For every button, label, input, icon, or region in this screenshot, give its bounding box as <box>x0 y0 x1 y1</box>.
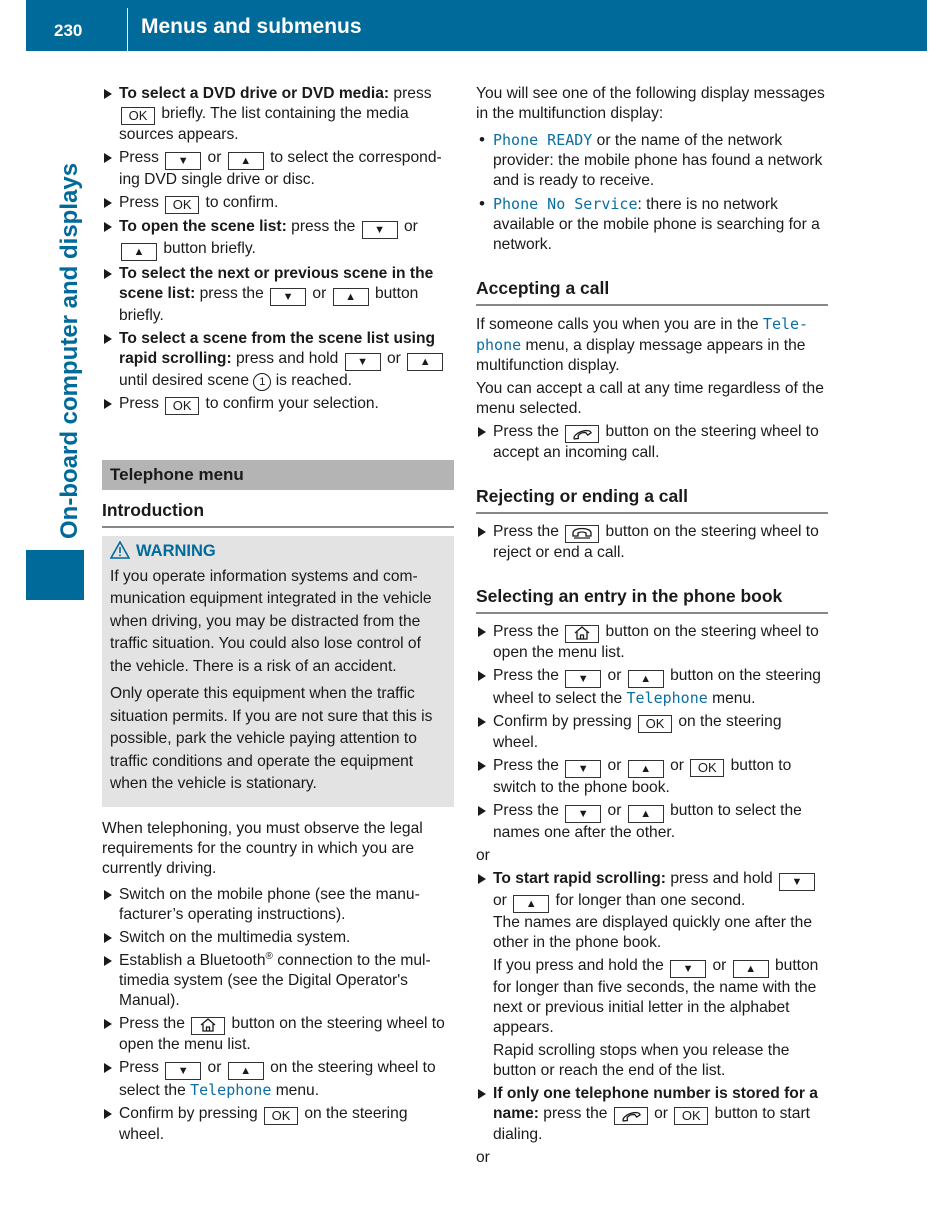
step-confirm-ok: Confirm by pressing OK on the steering wheel. <box>476 712 828 753</box>
ok-key: OK <box>690 759 724 777</box>
accept-text-1: If someone calls you when you are in the Telephone menu, a display message appears in the multifunction display. <box>476 315 809 374</box>
warning-box <box>102 536 454 807</box>
phone-accept-key <box>565 425 599 443</box>
display-text-phone-ready: Phone READY <box>493 131 593 149</box>
step-accept-call: Press the button on the steering wheel to accept an incoming call. <box>476 422 828 463</box>
down-arrow-key: ▼ <box>565 670 601 688</box>
down-arrow-key: ▼ <box>270 288 306 306</box>
step-confirm: Press OK to confirm. <box>102 193 454 214</box>
warning-triangle-icon <box>110 541 130 559</box>
up-arrow-key: ▲ <box>628 805 664 823</box>
warning-text-1: If you operate information systems and communication equipment integrated in the vehicle when driving, you may be distracted from the traffic situation. You could also lose control of the vehicle. There is a risk of an accident. <box>110 567 432 675</box>
down-arrow-key: ▼ <box>165 152 201 170</box>
warning-title: WARNING <box>110 540 446 563</box>
up-arrow-key: ▲ <box>628 670 664 688</box>
step-select-telephone-menu: Press the ▼ or ▲ button on the steering wheel to select the Telephone menu. <box>476 666 828 709</box>
phone-accept-key <box>614 1107 648 1125</box>
down-arrow-key: ▼ <box>565 805 601 823</box>
step-rapid-scrolling: To start rapid scrolling: press and hold ▼ or ▲ for longer than one second. The names are displayed quickly one after the other in the phone book. If you press and hold the ▼ or ▲ button for longer than five seconds, the name with the next or previous initial letter in the alphabet appears. Rapid scrolling stops when you release the button or reach the end of the list. <box>476 869 828 1081</box>
home-key <box>565 625 599 643</box>
step-select-home: Press the button on the steering wheel to open the menu list. <box>476 622 828 663</box>
step-switch-on-phone: Switch on the mobile phone (see the manufacturer’s operating instructions). <box>102 885 454 925</box>
up-arrow-key: ▲ <box>333 288 369 306</box>
step-next-prev-scene: To select the next or previous scene in the scene list: press the ▼ or ▲ button briefly. <box>102 264 454 326</box>
page-header <box>26 0 927 51</box>
down-arrow-key: ▼ <box>362 221 398 239</box>
heading-accepting-call: Accepting a call <box>476 278 828 306</box>
down-arrow-key: ▼ <box>670 960 706 978</box>
step-select-dvd: To select a DVD drive or DVD media: press OK briefly. The list containing the media sources appears. <box>102 84 454 145</box>
step-confirm-selection: Press OK to confirm your selection. <box>102 394 454 415</box>
phone-end-icon <box>570 526 594 540</box>
step-select-names: Press the ▼ or ▲ button to select the names one after the other. <box>476 801 828 843</box>
up-arrow-key: ▲ <box>513 895 549 913</box>
or-separator: or <box>476 1149 490 1166</box>
ok-key: OK <box>674 1107 708 1125</box>
home-icon <box>573 626 591 640</box>
step-single-number: If only one telephone number is stored for a name: press the or OK button to start dialing. <box>476 1084 828 1145</box>
chapter-side-tab: On-board computer and displays <box>56 162 83 540</box>
up-arrow-key: ▲ <box>121 243 157 261</box>
or-separator: or <box>476 847 490 864</box>
ok-key: OK <box>165 196 199 214</box>
heading-rejecting-call: Rejecting or ending a call <box>476 486 828 514</box>
page-title: Menus and submenus <box>141 15 362 38</box>
step-bluetooth: Establish a Bluetooth® connection to the multimedia system (see the Digital Operator's Manual). <box>102 951 454 1011</box>
down-arrow-key: ▼ <box>165 1062 201 1080</box>
phone-accept-icon <box>570 426 594 440</box>
step-rapid-scroll-scene: To select a scene from the scene list using rapid scrolling: press and hold ▼ or ▲ until desired scene 1 is reached. <box>102 329 454 391</box>
page-number: 230 <box>54 21 83 40</box>
chapter-marker-block <box>26 550 84 600</box>
display-text-telephone: Telephone <box>626 689 708 707</box>
header-divider <box>127 8 128 51</box>
up-arrow-key: ▲ <box>228 1062 264 1080</box>
rapid-scroll-note-2: If you press and hold the ▼ or ▲ button for longer than five seconds, the name with the next or previous initial letter in the alphabet appears. <box>493 957 819 1036</box>
up-arrow-key: ▲ <box>407 353 443 371</box>
ok-key: OK <box>165 397 199 415</box>
down-arrow-key: ▼ <box>779 873 815 891</box>
right-column <box>476 84 828 1171</box>
home-icon <box>199 1018 217 1032</box>
step-switch-phone-book: Press the ▼ or ▲ or OK button to switch to the phone book. <box>476 756 828 798</box>
heading-selecting-entry: Selecting an entry in the phone book <box>476 586 828 614</box>
display-messages-intro: You will see one of the following display messages in the multifunction display: <box>476 85 825 122</box>
up-arrow-key: ▲ <box>628 760 664 778</box>
rapid-scroll-note-1: The names are displayed quickly one after the other in the phone book. <box>493 914 812 951</box>
legal-note: When telephoning, you must observe the legal requirements for the country in which you are currently driving. <box>102 819 423 877</box>
phone-end-key <box>565 525 599 543</box>
bullet-phone-ready: • Phone READY or the name of the network provider: the mobile phone has found a network and is ready to receive. <box>476 130 828 191</box>
step-press-home: Press the button on the steering wheel to open the menu list. <box>102 1014 454 1055</box>
up-arrow-key: ▲ <box>228 152 264 170</box>
display-text-telephone: Telephone <box>190 1080 272 1099</box>
step-open-scene-list: To open the scene list: press the ▼ or ▲ button briefly. <box>102 217 454 261</box>
left-column <box>102 84 454 1148</box>
up-arrow-key: ▲ <box>733 960 769 978</box>
warning-text-2: Only operate this equipment when the traffic situation permits. If you are not sure that this is possible, park the vehicle paying attention to traffic conditions and operate the equipment when the vehicle is stationary. <box>110 685 433 792</box>
heading-introduction: Introduction <box>102 500 454 528</box>
step-switch-on-multimedia: Switch on the multimedia system. <box>102 928 454 948</box>
step-confirm-ok: Confirm by pressing OK on the steering wheel. <box>102 1104 454 1145</box>
display-text-phone-no-service: Phone No Service <box>493 195 638 213</box>
circled-number-icon: 1 <box>253 373 271 391</box>
accept-text-2: You can accept a call at any time regardless of the menu selected. <box>476 380 824 417</box>
ok-key: OK <box>264 1107 298 1125</box>
home-key <box>191 1017 225 1035</box>
rapid-scroll-note-3: Rapid scrolling stops when you release the button or reach the end of the list. <box>493 1042 790 1079</box>
step-reject-call: Press the button on the steering wheel to reject or end a call. <box>476 522 828 563</box>
phone-accept-icon <box>619 1108 643 1122</box>
section-title-telephone-menu: Telephone menu <box>102 460 454 490</box>
ok-key: OK <box>121 107 155 125</box>
ok-key: OK <box>638 715 672 733</box>
step-press-arrows: Press ▼ or ▲ to select the corresponding DVD single drive or disc. <box>102 148 454 190</box>
step-select-telephone: Press ▼ or ▲ on the steering wheel to select the Telephone menu. <box>102 1058 454 1101</box>
bullet-phone-no-service: • Phone No Service: there is no network available or the mobile phone is searching for a network. <box>476 194 828 255</box>
down-arrow-key: ▼ <box>565 760 601 778</box>
down-arrow-key: ▼ <box>345 353 381 371</box>
